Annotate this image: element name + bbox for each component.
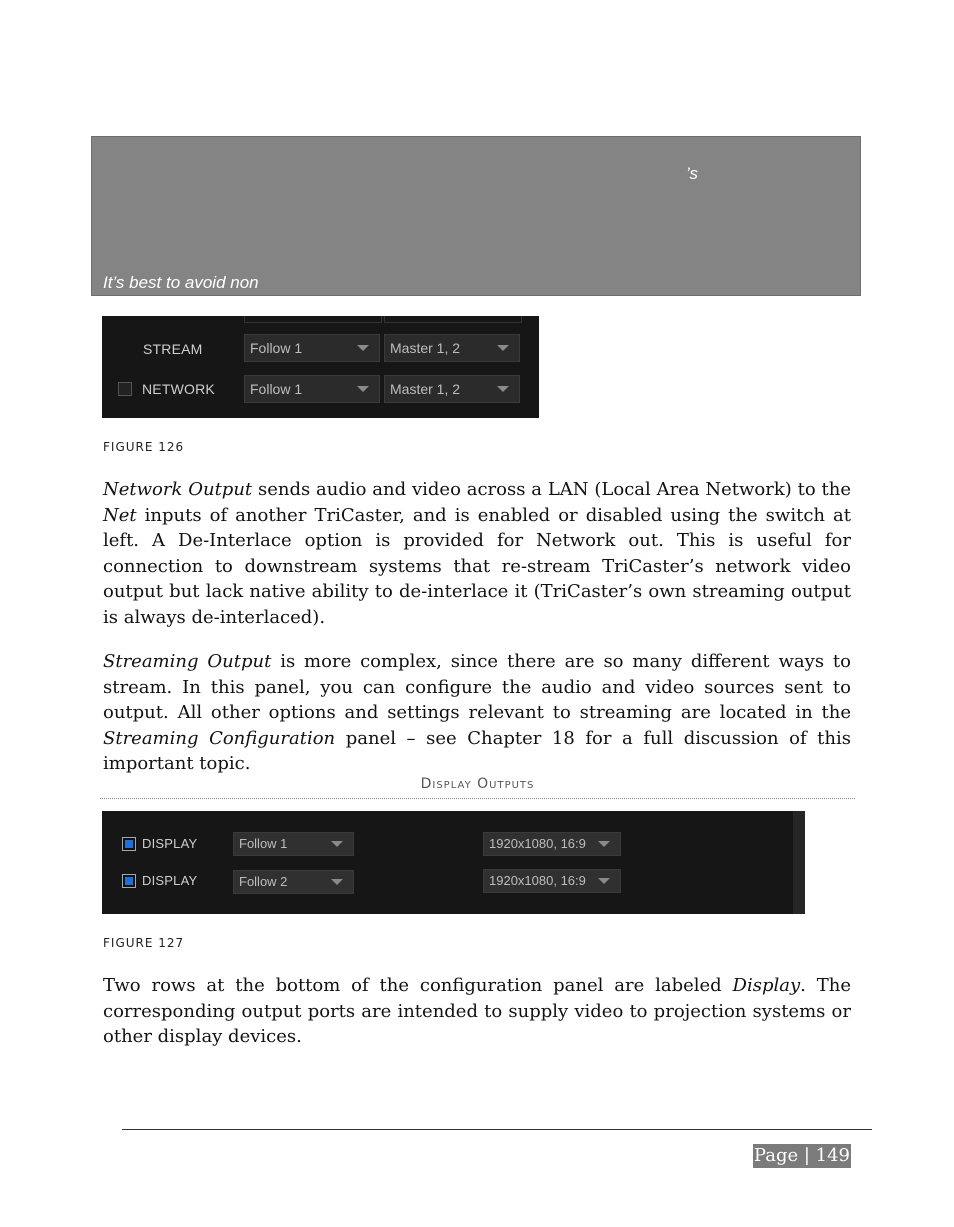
display-1-resolution-dropdown[interactable] (483, 832, 621, 856)
note-fragment: ’s (686, 164, 698, 183)
output-config-panel-stream-network (102, 316, 539, 418)
display-1-source-dropdown[interactable] (233, 832, 354, 856)
paragraph-streaming-output (103, 649, 851, 777)
dropdown-value: 1920x1080, 16:9 (489, 873, 586, 888)
chevron-down-icon (357, 345, 369, 351)
footer-rule (122, 1129, 872, 1130)
dropdown-value: Follow 1 (250, 381, 303, 397)
paragraph-display (103, 973, 851, 1050)
network-row-label: NETWORK (142, 381, 215, 397)
page-number: Page | 149 (753, 1145, 850, 1166)
display-2-source-dropdown[interactable] (233, 870, 354, 894)
chevron-down-icon (497, 345, 509, 351)
note-box (91, 136, 861, 296)
stream-source-dropdown[interactable] (244, 334, 380, 362)
network-audio-dropdown[interactable] (384, 375, 520, 403)
panel-cell-edge (244, 316, 382, 323)
term-net: Net (103, 504, 137, 526)
figure-caption: FIGURE 126 (103, 440, 185, 454)
term-network-output: Network Output (103, 479, 253, 500)
paragraph-text: panel – see Chapter 18 for a full discussion of this important topic. (103, 727, 852, 775)
paragraph-text: sends audio and video across a LAN (Local Area Network) to the (252, 479, 852, 500)
display-1-label: DISPLAY (142, 836, 198, 851)
section-heading-display-outputs: Display Outputs (100, 776, 855, 799)
display-2-resolution-dropdown[interactable] (483, 869, 621, 893)
display-2-checkbox[interactable] (122, 874, 136, 888)
dropdown-value: 1920x1080, 16:9 (489, 836, 586, 851)
term-display: Display (732, 975, 801, 996)
dropdown-value: Follow 1 (239, 836, 288, 851)
term-streaming-configuration: Streaming Configuration (103, 727, 336, 749)
stream-audio-dropdown[interactable] (384, 334, 520, 362)
paragraph-network-output (103, 477, 851, 631)
display-1-checkbox[interactable] (122, 837, 136, 851)
dropdown-value: Follow 1 (250, 340, 303, 356)
term-streaming-output: Streaming Output (103, 651, 272, 672)
paragraph-text: Two rows at the bottom of the configuration panel are labeled (103, 975, 733, 996)
dropdown-value: Follow 2 (239, 874, 288, 889)
figure-caption: FIGURE 127 (103, 936, 185, 950)
network-checkbox[interactable] (118, 382, 132, 396)
paragraph-text: inputs of another TriCaster, and is enabled or disabled using the switch at left. A De-Interlace option is provided for Network out. This is useful for connection to downstream systems that re-stream TriCaster’s network video output but lack native ability to de-interlace it (TriCaster’s own streaming output is always de-interlaced). (103, 504, 851, 628)
chevron-down-icon (331, 879, 343, 885)
display-2-label: DISPLAY (142, 873, 198, 888)
chevron-down-icon (331, 841, 343, 847)
network-source-dropdown[interactable] (244, 375, 380, 403)
chevron-down-icon (497, 386, 509, 392)
dropdown-value: Master 1, 2 (390, 381, 461, 397)
chevron-down-icon (357, 386, 369, 392)
chevron-down-icon (598, 841, 610, 847)
panel-cell-edge (384, 316, 522, 323)
stream-row-label: STREAM (143, 341, 203, 357)
paragraph-text: is more complex, since there are so many different ways to stream. In this panel, you can configure the audio and video sources sent to output. All other options and settings relevant to streaming are located in the (103, 651, 852, 724)
output-config-panel-display (102, 811, 805, 914)
note-fragment: It’s best to avoid non (103, 273, 259, 292)
paragraph-text: . The corresponding output ports are intended to supply video to projection systems or other display devices. (103, 975, 851, 1048)
chevron-down-icon (598, 878, 610, 884)
dropdown-value: Master 1, 2 (390, 340, 461, 356)
